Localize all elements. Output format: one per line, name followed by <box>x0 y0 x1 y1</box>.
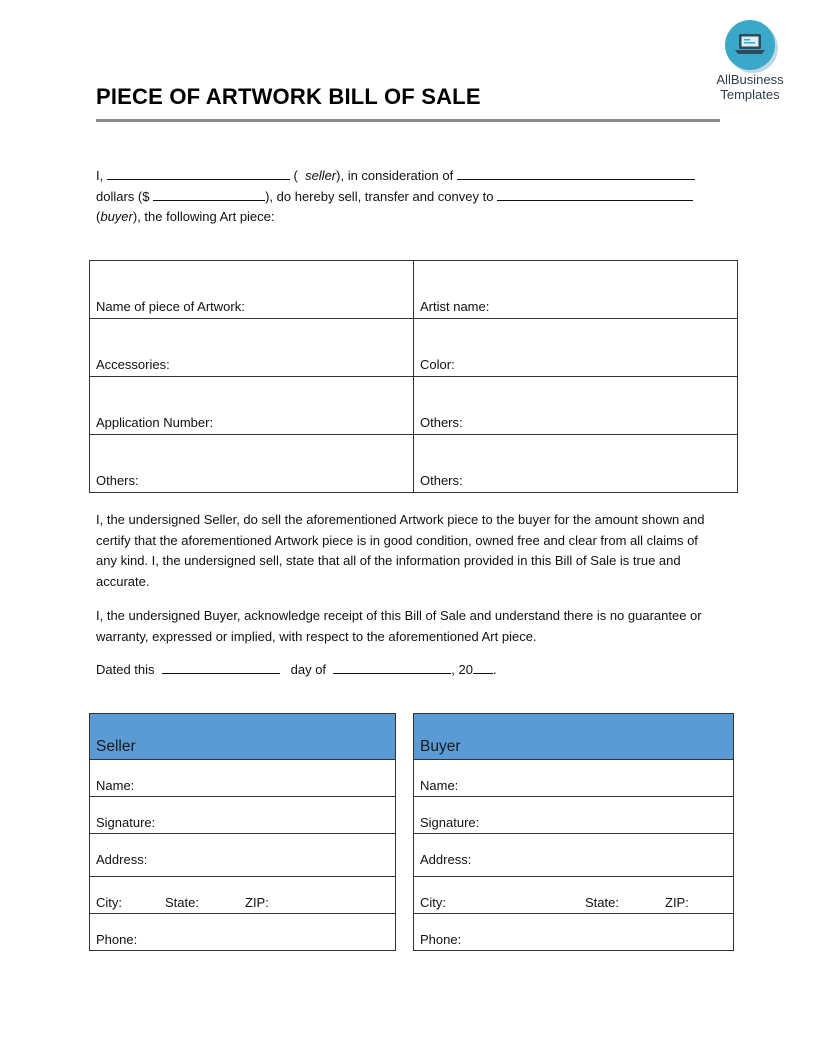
day-of-label: day of <box>290 662 327 677</box>
others-cell[interactable]: Others: <box>90 435 414 493</box>
accessories-cell[interactable]: Accessories: <box>90 319 414 377</box>
buyer-box <box>413 713 734 951</box>
seller-state-label: State: <box>165 895 199 910</box>
buyer-phone-label: Phone: <box>420 932 462 947</box>
artwork-details-table <box>89 260 738 493</box>
title-divider <box>96 119 720 122</box>
year-prefix: , 20 <box>451 662 473 677</box>
seller-phone-label: Phone: <box>96 932 138 947</box>
day-blank[interactable] <box>162 660 280 674</box>
page-title: PIECE OF ARTWORK BILL OF SALE <box>96 84 481 109</box>
logo-badge <box>725 20 775 70</box>
intro-dollars: dollars ($ <box>96 188 150 204</box>
seller-name-label: Name: <box>96 778 135 793</box>
buyer-term: buyer <box>100 209 133 224</box>
application-number-cell[interactable]: Application Number: <box>90 377 414 435</box>
intro-convey: ), do hereby sell, transfer and convey to <box>265 188 494 204</box>
dated-period: . <box>492 662 497 677</box>
seller-name-blank[interactable] <box>107 166 290 180</box>
table-row <box>90 377 738 435</box>
buyer-name-blank[interactable] <box>497 187 693 201</box>
consideration-blank[interactable] <box>457 166 695 180</box>
logo-line1: AllBusiness <box>716 72 784 87</box>
dated-this-label: Dated this <box>96 662 155 677</box>
others-cell[interactable]: Others: <box>414 435 738 493</box>
artist-name-cell[interactable]: Artist name: <box>414 261 738 319</box>
buyer-heading: Buyer <box>414 714 733 760</box>
intro-i: I, <box>96 168 104 183</box>
artwork-name-cell[interactable]: Name of piece of Artwork: <box>90 261 414 319</box>
table-row <box>90 261 738 319</box>
seller-box <box>89 713 396 951</box>
buyer-statement: I, the undersigned Buyer, acknowledge receipt of this Bill of Sale and understand there is no guarantee or warranty, expressed or implied, with respect to the aforementioned Art piece. <box>96 608 702 644</box>
buyer-name-label: Name: <box>420 778 459 793</box>
intro-paragraph <box>96 166 721 228</box>
table-row <box>90 319 738 377</box>
seller-city-row[interactable] <box>90 877 395 914</box>
intro-following: ), the following Art piece: <box>132 209 275 224</box>
intro-open-paren: ( <box>293 168 298 183</box>
buyer-city-row[interactable] <box>414 877 733 914</box>
buyer-address-label: Address: <box>420 852 472 867</box>
year-blank[interactable] <box>473 660 493 674</box>
buyer-phone-row[interactable] <box>414 914 733 950</box>
buyer-address-row[interactable] <box>414 834 733 877</box>
seller-city-label: City: <box>96 895 122 910</box>
seller-address-label: Address: <box>96 852 148 867</box>
buyer-state-label: State: <box>585 895 619 910</box>
month-blank[interactable] <box>333 660 451 674</box>
seller-phone-row[interactable] <box>90 914 395 950</box>
seller-heading: Seller <box>90 714 395 760</box>
logo-line2: Templates <box>720 87 780 102</box>
seller-address-row[interactable] <box>90 834 395 877</box>
buyer-city-label: City: <box>420 895 446 910</box>
buyer-zip-label: ZIP: <box>665 895 689 910</box>
laptop-icon <box>734 32 766 58</box>
seller-term: seller <box>305 168 337 183</box>
intro-consideration: ), in consideration of <box>336 168 454 183</box>
intro-line-1 <box>96 166 721 187</box>
buyer-signature-row[interactable] <box>414 797 733 834</box>
others-cell[interactable]: Others: <box>414 377 738 435</box>
seller-zip-label: ZIP: <box>245 895 269 910</box>
color-cell[interactable]: Color: <box>414 319 738 377</box>
buyer-name-row[interactable] <box>414 760 733 797</box>
intro-line-2 <box>96 187 721 208</box>
intro-line-3: (buyer), the following Art piece: <box>96 209 275 224</box>
dated-line <box>96 660 721 681</box>
seller-signature-label: Signature: <box>96 815 156 830</box>
table-row <box>90 435 738 493</box>
logo-text <box>700 72 800 102</box>
allbusiness-logo <box>700 20 800 102</box>
seller-name-row[interactable] <box>90 760 395 797</box>
buyer-signature-label: Signature: <box>420 815 480 830</box>
seller-signature-row[interactable] <box>90 797 395 834</box>
seller-statement: I, the undersigned Seller, do sell the aforementioned Artwork piece to the buyer for the amount shown and certify that the aforementioned Artwork piece is in good condition, owned free and clear from all claims of any kind. I, the undersigned sell, state that all of the information provided in this Bill of Sale is true and accurate. <box>96 512 705 589</box>
dollar-amount-blank[interactable] <box>153 187 265 201</box>
